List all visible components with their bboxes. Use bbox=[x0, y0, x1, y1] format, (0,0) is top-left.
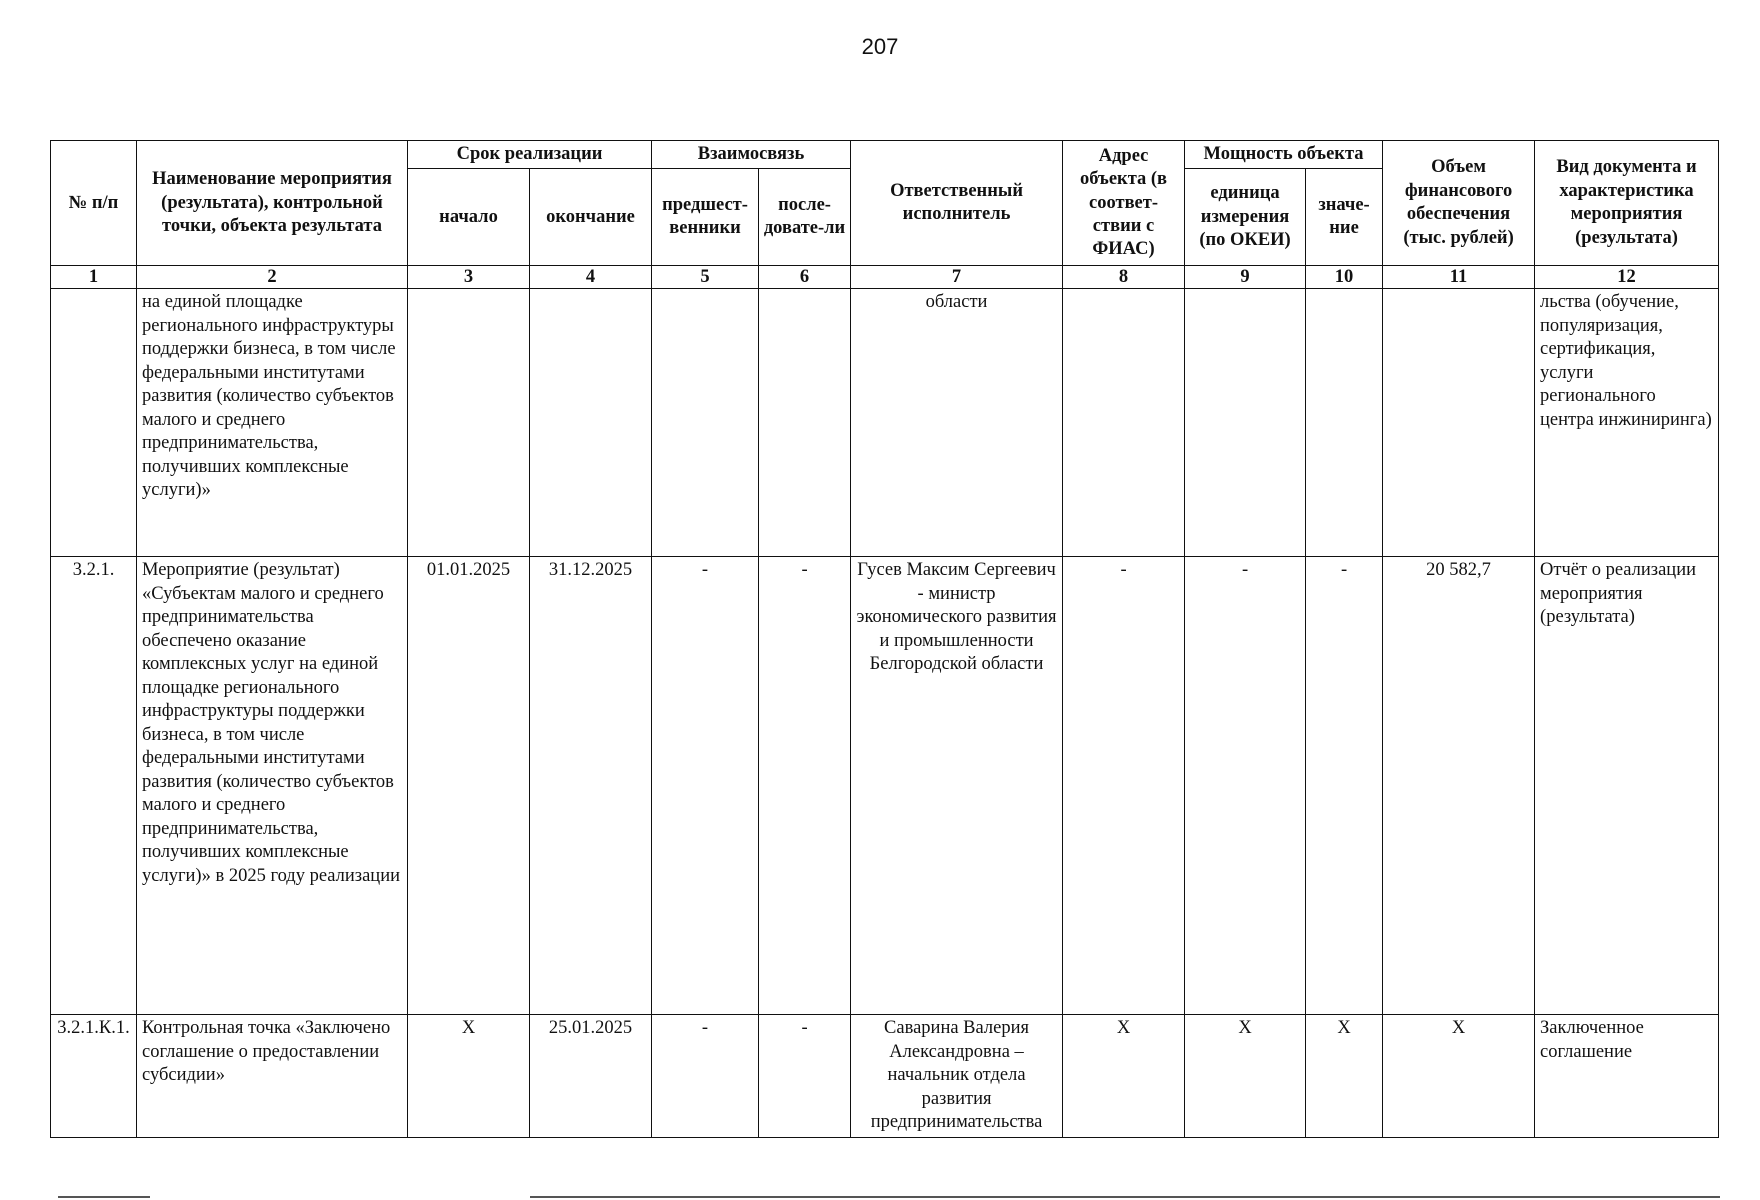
header-finance: Объем финансового обеспечения (тыс. рублей) bbox=[1383, 141, 1535, 266]
row-document: льства (обучение, популяризация, сертификация, услуги регионального центра инжиниринга) bbox=[1535, 289, 1719, 557]
row-predecessors bbox=[652, 289, 759, 557]
row-responsible: области bbox=[851, 289, 1063, 557]
row-address bbox=[1063, 289, 1185, 557]
row-value: X bbox=[1306, 1015, 1383, 1137]
column-number: 5 bbox=[652, 266, 759, 289]
row-name: Мероприятие (результат) «Субъектам малого и среднего предпринимательства обеспечено оказание комплексных услуг на единой площадке регионального инфраструктуры поддержки бизнеса, в том числе федеральными институтами развития (количество субъектов малого и среднего предпринимательства, получивших комплексные услуги)» в 2025 году реализации bbox=[137, 557, 408, 1015]
header-document: Вид документа и характеристика мероприятия (результата) bbox=[1535, 141, 1719, 266]
row-address: - bbox=[1063, 557, 1185, 1015]
table-row bbox=[51, 1015, 1719, 1137]
header-successors: после-довате-ли bbox=[759, 169, 851, 266]
column-number: 10 bbox=[1306, 266, 1383, 289]
footer-rule bbox=[530, 1196, 1720, 1198]
column-number: 1 bbox=[51, 266, 137, 289]
header-end: окончание bbox=[530, 169, 652, 266]
table-header bbox=[51, 141, 1719, 289]
row-start: 01.01.2025 bbox=[408, 557, 530, 1015]
header-unit: единица измерения (по ОКЕИ) bbox=[1185, 169, 1306, 266]
header-period: Срок реализации bbox=[408, 141, 652, 169]
row-predecessors: - bbox=[652, 1015, 759, 1137]
column-number-row bbox=[51, 266, 1719, 289]
row-responsible: Саварина Валерия Александровна – начальник отдела развития предпринимательства bbox=[851, 1015, 1063, 1137]
row-start: X bbox=[408, 1015, 530, 1137]
row-end: 31.12.2025 bbox=[530, 557, 652, 1015]
row-address: X bbox=[1063, 1015, 1185, 1137]
footer-rule bbox=[58, 1196, 150, 1198]
header-start: начало bbox=[408, 169, 530, 266]
row-successors: - bbox=[759, 1015, 851, 1137]
row-document: Отчёт о реализации мероприятия (результата) bbox=[1535, 557, 1719, 1015]
row-unit bbox=[1185, 289, 1306, 557]
column-number: 3 bbox=[408, 266, 530, 289]
header-responsible: Ответственный исполнитель bbox=[851, 141, 1063, 266]
table-row bbox=[51, 557, 1719, 1015]
header-relation: Взаимосвязь bbox=[652, 141, 851, 169]
header-name: Наименование мероприятия (результата), контрольной точки, объекта результата bbox=[137, 141, 408, 266]
row-end: 25.01.2025 bbox=[530, 1015, 652, 1137]
row-unit: - bbox=[1185, 557, 1306, 1015]
column-number: 2 bbox=[137, 266, 408, 289]
row-finance: X bbox=[1383, 1015, 1535, 1137]
column-number: 8 bbox=[1063, 266, 1185, 289]
column-number: 9 bbox=[1185, 266, 1306, 289]
header-value: значе-ние bbox=[1306, 169, 1383, 266]
row-name: Контрольная точка «Заключено соглашение о предоставлении субсидии» bbox=[137, 1015, 408, 1137]
column-number: 12 bbox=[1535, 266, 1719, 289]
row-successors: - bbox=[759, 557, 851, 1015]
row-finance bbox=[1383, 289, 1535, 557]
row-finance: 20 582,7 bbox=[1383, 557, 1535, 1015]
column-number: 7 bbox=[851, 266, 1063, 289]
row-document: Заключенное соглашение bbox=[1535, 1015, 1719, 1137]
table-row bbox=[51, 289, 1719, 557]
page-number: 207 bbox=[861, 34, 899, 59]
row-end bbox=[530, 289, 652, 557]
row-num: 3.2.1. bbox=[51, 557, 137, 1015]
row-num bbox=[51, 289, 137, 557]
row-start bbox=[408, 289, 530, 557]
row-responsible: Гусев Максим Сергеевич - министр экономического развития и промышленности Белгородской области bbox=[851, 557, 1063, 1015]
row-successors bbox=[759, 289, 851, 557]
header-predecessors: предшест-венники bbox=[652, 169, 759, 266]
column-number: 4 bbox=[530, 266, 652, 289]
row-num: 3.2.1.К.1. bbox=[51, 1015, 137, 1137]
row-value: - bbox=[1306, 557, 1383, 1015]
column-number: 11 bbox=[1383, 266, 1535, 289]
row-predecessors: - bbox=[652, 557, 759, 1015]
row-unit: X bbox=[1185, 1015, 1306, 1137]
header-capacity: Мощность объекта bbox=[1185, 141, 1383, 169]
header-address: Адрес объекта (в соответ-ствии с ФИАС) bbox=[1063, 141, 1185, 266]
row-value bbox=[1306, 289, 1383, 557]
column-number: 6 bbox=[759, 266, 851, 289]
row-name: на единой площадке регионального инфраструктуры поддержки бизнеса, в том числе федеральными институтами развития (количество субъектов малого и среднего предпринимательства, получивших комплексные услуги)» bbox=[137, 289, 408, 557]
activity-plan-table bbox=[50, 140, 1719, 1138]
header-num: № п/п bbox=[51, 141, 137, 266]
